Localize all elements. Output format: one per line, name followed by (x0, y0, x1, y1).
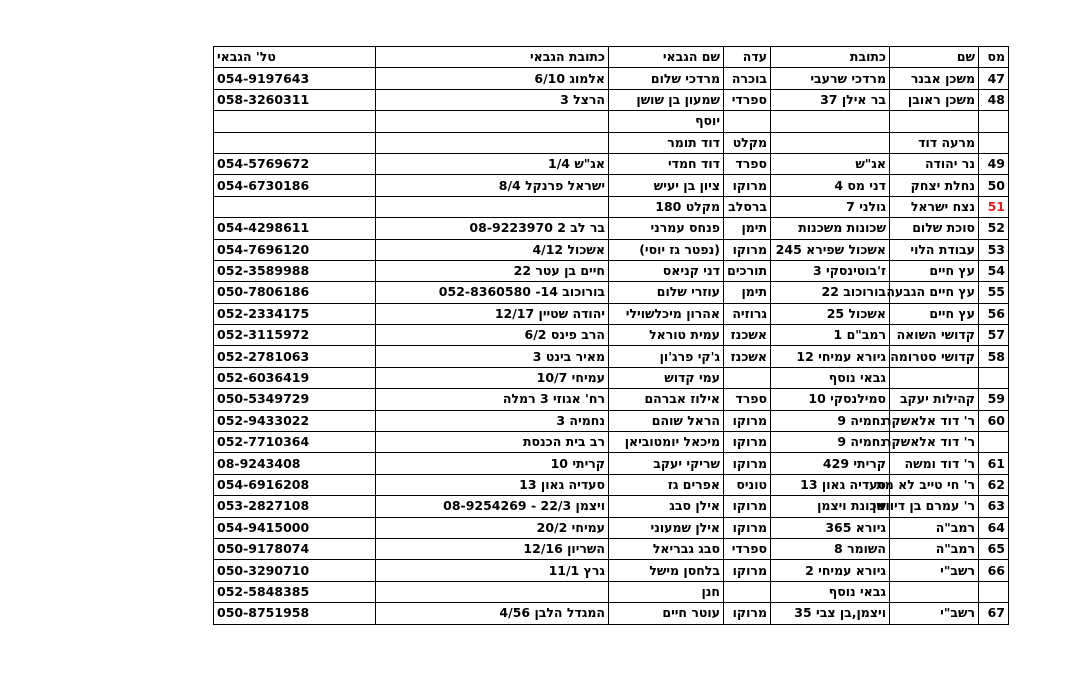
cell-num: 56 (979, 303, 1009, 324)
cell-num (979, 432, 1009, 453)
cell-gabai-name: עוטר חיים (609, 603, 724, 624)
cell-gabai-phone: 052-7710364 (214, 432, 376, 453)
cell-name: עץ חיים (890, 303, 979, 324)
cell-address: השומר 8 (771, 538, 890, 559)
cell-address: מרדכי שרעבי (771, 68, 890, 89)
table-row (214, 89, 1009, 110)
cell-gabai-phone: 050-9178074 (214, 538, 376, 559)
cell-num (979, 367, 1009, 388)
cell-num (979, 581, 1009, 602)
cell-name: קדושי סטרומה (890, 346, 979, 367)
cell-gabai-phone: 054-6916208 (214, 474, 376, 495)
header-row (214, 47, 1009, 68)
cell-gabai-name: בלחסן מישל (609, 560, 724, 581)
table-row (214, 282, 1009, 303)
cell-name: רשב"י (890, 560, 979, 581)
table-row (214, 346, 1009, 367)
cell-address: בורוכוב 22 (771, 282, 890, 303)
cell-gabai-address: המגדל הלבן 4/56 (376, 603, 609, 624)
table-row (214, 239, 1009, 260)
cell-gabai-phone: 08-9243408 (214, 453, 376, 474)
cell-address: סמילנסקי 10 (771, 389, 890, 410)
cell-address: גיורא עמיחי 2 (771, 560, 890, 581)
table-row (214, 218, 1009, 239)
table-row (214, 603, 1009, 624)
cell-community: ספרד (724, 389, 771, 410)
cell-address: גבאי נוסף (771, 367, 890, 388)
cell-gabai-address (376, 196, 609, 217)
cell-community: מרוקו (724, 410, 771, 431)
cell-gabai-name: מרדכי שלום (609, 68, 724, 89)
cell-address: גבאי נוסף (771, 581, 890, 602)
table-row (214, 175, 1009, 196)
cell-community (724, 367, 771, 388)
cell-gabai-name: אילן סבג (609, 496, 724, 517)
cell-gabai-address: מאיר בינט 3 (376, 346, 609, 367)
cell-gabai-address: חיים בן עטר 22 (376, 260, 609, 281)
cell-address: ז'בוטינסקי 3 (771, 260, 890, 281)
cell-num: 55 (979, 282, 1009, 303)
cell-num: 50 (979, 175, 1009, 196)
cell-address: נחמיה 9 (771, 432, 890, 453)
cell-gabai-name: דני קניאס (609, 260, 724, 281)
table-row (214, 538, 1009, 559)
cell-gabai-name: ציון בן יעיש (609, 175, 724, 196)
header-gabai-name: שם הגבאי (609, 47, 724, 68)
header-num: מס (979, 47, 1009, 68)
cell-gabai-phone: 052-2334175 (214, 303, 376, 324)
cell-name: מרעה דוד (890, 132, 979, 153)
cell-gabai-address: הרב פינס 6/2 (376, 325, 609, 346)
cell-num: 57 (979, 325, 1009, 346)
cell-num: 54 (979, 260, 1009, 281)
cell-gabai-address (376, 581, 609, 602)
cell-community: מרוקו (724, 517, 771, 538)
cell-gabai-address (376, 111, 609, 132)
table-row (214, 560, 1009, 581)
cell-address: שכונות משכנות (771, 218, 890, 239)
header-gabai-address: כתובת הגבאי (376, 47, 609, 68)
table-row (214, 581, 1009, 602)
cell-gabai-phone: 058-3260311 (214, 89, 376, 110)
cell-gabai-name: דוד חמדי (609, 153, 724, 174)
cell-gabai-name: דוד תומר (609, 132, 724, 153)
cell-gabai-name: אפרים גז (609, 474, 724, 495)
cell-num: 65 (979, 538, 1009, 559)
cell-gabai-address: יהודה שטיין 12/17 (376, 303, 609, 324)
cell-name: קהילות יעקב (890, 389, 979, 410)
cell-gabai-address: השריון 12/16 (376, 538, 609, 559)
cell-gabai-name: עוזרי שלום (609, 282, 724, 303)
cell-gabai-name: עמית טוראל (609, 325, 724, 346)
cell-address: אג"ש (771, 153, 890, 174)
cell-name (890, 111, 979, 132)
cell-name: עבודת הלוי (890, 239, 979, 260)
cell-num: 53 (979, 239, 1009, 260)
cell-address: אשכול 25 (771, 303, 890, 324)
cell-community (724, 581, 771, 602)
table-row (214, 68, 1009, 89)
cell-gabai-name: מיכאל יומטוביאן (609, 432, 724, 453)
cell-gabai-phone: 054-4298611 (214, 218, 376, 239)
cell-gabai-name: יוסף (609, 111, 724, 132)
cell-name (890, 581, 979, 602)
table-row (214, 367, 1009, 388)
cell-num: 51 (979, 196, 1009, 217)
cell-gabai-address: רח' אגוזי 3 רמלה (376, 389, 609, 410)
cell-gabai-address: עמיחי 20/2 (376, 517, 609, 538)
cell-address: ויצמן,בן צבי 35 (771, 603, 890, 624)
cell-address: בר אילן 37 (771, 89, 890, 110)
cell-gabai-phone: 052-3589988 (214, 260, 376, 281)
cell-name (890, 367, 979, 388)
cell-gabai-phone: 054-7696120 (214, 239, 376, 260)
cell-name: נצח ישראל (890, 196, 979, 217)
cell-gabai-name: אהרון מיכלשוילי (609, 303, 724, 324)
cell-name: עץ חיים הגבעה (890, 282, 979, 303)
cell-gabai-phone: 052-5848385 (214, 581, 376, 602)
cell-num: 58 (979, 346, 1009, 367)
cell-gabai-address: עמיחי 10/7 (376, 367, 609, 388)
cell-address: דני מס 4 (771, 175, 890, 196)
cell-address: שכונת ויצמן (771, 496, 890, 517)
cell-name: נחלת יצחק (890, 175, 979, 196)
cell-name: רמב"ה (890, 538, 979, 559)
cell-num: 52 (979, 218, 1009, 239)
cell-community: מרוקו (724, 239, 771, 260)
cell-community: ברסלב (724, 196, 771, 217)
cell-gabai-address: רב בית הכנסת (376, 432, 609, 453)
header-address: כתובת (771, 47, 890, 68)
cell-address (771, 111, 890, 132)
cell-gabai-name: מקלט 180 (609, 196, 724, 217)
cell-gabai-phone: 050-3290710 (214, 560, 376, 581)
cell-name: ר' חי טייב לא מת (890, 474, 979, 495)
cell-address (771, 132, 890, 153)
cell-address: גיורא 365 (771, 517, 890, 538)
cell-num: 48 (979, 89, 1009, 110)
cell-address: גיורא עמיחי 12 (771, 346, 890, 367)
table-row (214, 153, 1009, 174)
cell-gabai-phone (214, 111, 376, 132)
cell-gabai-phone: 054-9415000 (214, 517, 376, 538)
cell-gabai-address: קריתי 10 (376, 453, 609, 474)
cell-gabai-name: שמעון בן שושן (609, 89, 724, 110)
cell-gabai-name: אילוז אברהם (609, 389, 724, 410)
cell-num: 63 (979, 496, 1009, 517)
cell-num: 60 (979, 410, 1009, 431)
table-row (214, 132, 1009, 153)
cell-gabai-address: גרץ 11/1 (376, 560, 609, 581)
cell-community: בוכרה (724, 68, 771, 89)
cell-community: תורכים (724, 260, 771, 281)
header-name: שם (890, 47, 979, 68)
cell-gabai-phone: 050-5349729 (214, 389, 376, 410)
cell-gabai-name: חנן (609, 581, 724, 602)
cell-gabai-phone: 050-7806186 (214, 282, 376, 303)
cell-gabai-phone: 052-3115972 (214, 325, 376, 346)
cell-gabai-phone: 054-5769672 (214, 153, 376, 174)
cell-community: ספרד (724, 153, 771, 174)
cell-gabai-name: (נפטר גז יוסי) (609, 239, 724, 260)
cell-num: 67 (979, 603, 1009, 624)
cell-num: 64 (979, 517, 1009, 538)
table-row (214, 325, 1009, 346)
table-row (214, 111, 1009, 132)
synagogue-table (213, 46, 1009, 625)
cell-name: משכן ראובן (890, 89, 979, 110)
table-row (214, 303, 1009, 324)
cell-community: תימן (724, 282, 771, 303)
header-community: עדה (724, 47, 771, 68)
cell-community: מרוקו (724, 496, 771, 517)
header-gabai-phone: טל' הגבאי (214, 47, 376, 68)
cell-name: רמב"ה (890, 517, 979, 538)
cell-address: קריתי 429 (771, 453, 890, 474)
cell-gabai-name: ג'קי פרג'ון (609, 346, 724, 367)
cell-num: 59 (979, 389, 1009, 410)
cell-gabai-address: סעדיה גאון 13 (376, 474, 609, 495)
cell-gabai-address: בורוכוב 14- 052-8360580 (376, 282, 609, 303)
cell-gabai-phone: 050-8751958 (214, 603, 376, 624)
cell-name: רשב"י (890, 603, 979, 624)
cell-name: ר' דוד אלאשקר (890, 410, 979, 431)
cell-name: ר' דוד ומשה (890, 453, 979, 474)
cell-gabai-address: אשכול 4/12 (376, 239, 609, 260)
cell-gabai-address: הרצל 3 (376, 89, 609, 110)
cell-gabai-name: אילן שמעוני (609, 517, 724, 538)
cell-name: נר יהודה (890, 153, 979, 174)
cell-community: מרוקו (724, 453, 771, 474)
cell-name: עץ חיים (890, 260, 979, 281)
cell-address: רמב"ם 1 (771, 325, 890, 346)
table-row (214, 474, 1009, 495)
cell-community: מרוקו (724, 175, 771, 196)
cell-num: 61 (979, 453, 1009, 474)
cell-address: גולני 7 (771, 196, 890, 217)
table-row (214, 496, 1009, 517)
cell-address: אשכול שפירא 245 (771, 239, 890, 260)
cell-gabai-phone: 054-6730186 (214, 175, 376, 196)
table-body (214, 68, 1009, 624)
cell-community: מרוקו (724, 432, 771, 453)
cell-gabai-phone (214, 132, 376, 153)
cell-community (724, 111, 771, 132)
cell-address: נחמיה 9 (771, 410, 890, 431)
cell-gabai-address: בר לב 2 08-9223970 (376, 218, 609, 239)
table-row (214, 260, 1009, 281)
cell-gabai-address: נחמיה 3 (376, 410, 609, 431)
cell-community: מרוקו (724, 560, 771, 581)
cell-name: קדושי השואה (890, 325, 979, 346)
cell-community: ספרדי (724, 538, 771, 559)
cell-gabai-address: ויצמן 22/3 - 08-9254269 (376, 496, 609, 517)
cell-community: תימן (724, 218, 771, 239)
cell-num: 66 (979, 560, 1009, 581)
cell-gabai-phone (214, 196, 376, 217)
cell-num (979, 132, 1009, 153)
table-row (214, 453, 1009, 474)
cell-gabai-name: עמי קדוש (609, 367, 724, 388)
cell-name: ר' דוד אלאשקר (890, 432, 979, 453)
table-row (214, 517, 1009, 538)
cell-gabai-name: פנחס עמרני (609, 218, 724, 239)
cell-gabai-address (376, 132, 609, 153)
cell-num: 62 (979, 474, 1009, 495)
cell-community: מקלט (724, 132, 771, 153)
cell-address: סעדיה גאון 13 (771, 474, 890, 495)
table-row (214, 196, 1009, 217)
cell-name: סוכת שלום (890, 218, 979, 239)
cell-num (979, 111, 1009, 132)
cell-gabai-address: אג"ש 1/4 (376, 153, 609, 174)
cell-gabai-address: ישראל פרנקל 8/4 (376, 175, 609, 196)
cell-name: משכן אבנר (890, 68, 979, 89)
cell-gabai-name: הראל שוהם (609, 410, 724, 431)
cell-num: 49 (979, 153, 1009, 174)
cell-community: מרוקו (724, 603, 771, 624)
cell-gabai-phone: 053-2827108 (214, 496, 376, 517)
cell-name: ר' עמרם בן דיוואן (890, 496, 979, 517)
cell-community: ספרדי (724, 89, 771, 110)
cell-gabai-phone: 052-6036419 (214, 367, 376, 388)
cell-gabai-phone: 052-9433022 (214, 410, 376, 431)
cell-gabai-name: שריקי יעקב (609, 453, 724, 474)
table-row (214, 432, 1009, 453)
cell-community: אשכנז (724, 325, 771, 346)
cell-gabai-phone: 054-9197643 (214, 68, 376, 89)
table-row (214, 410, 1009, 431)
cell-gabai-name: סבג גבריאל (609, 538, 724, 559)
cell-gabai-address: אלמוג 6/10 (376, 68, 609, 89)
cell-community: גרוזיה (724, 303, 771, 324)
cell-gabai-phone: 052-2781063 (214, 346, 376, 367)
cell-num: 47 (979, 68, 1009, 89)
cell-community: טוניס (724, 474, 771, 495)
table-row (214, 389, 1009, 410)
cell-community: אשכנז (724, 346, 771, 367)
